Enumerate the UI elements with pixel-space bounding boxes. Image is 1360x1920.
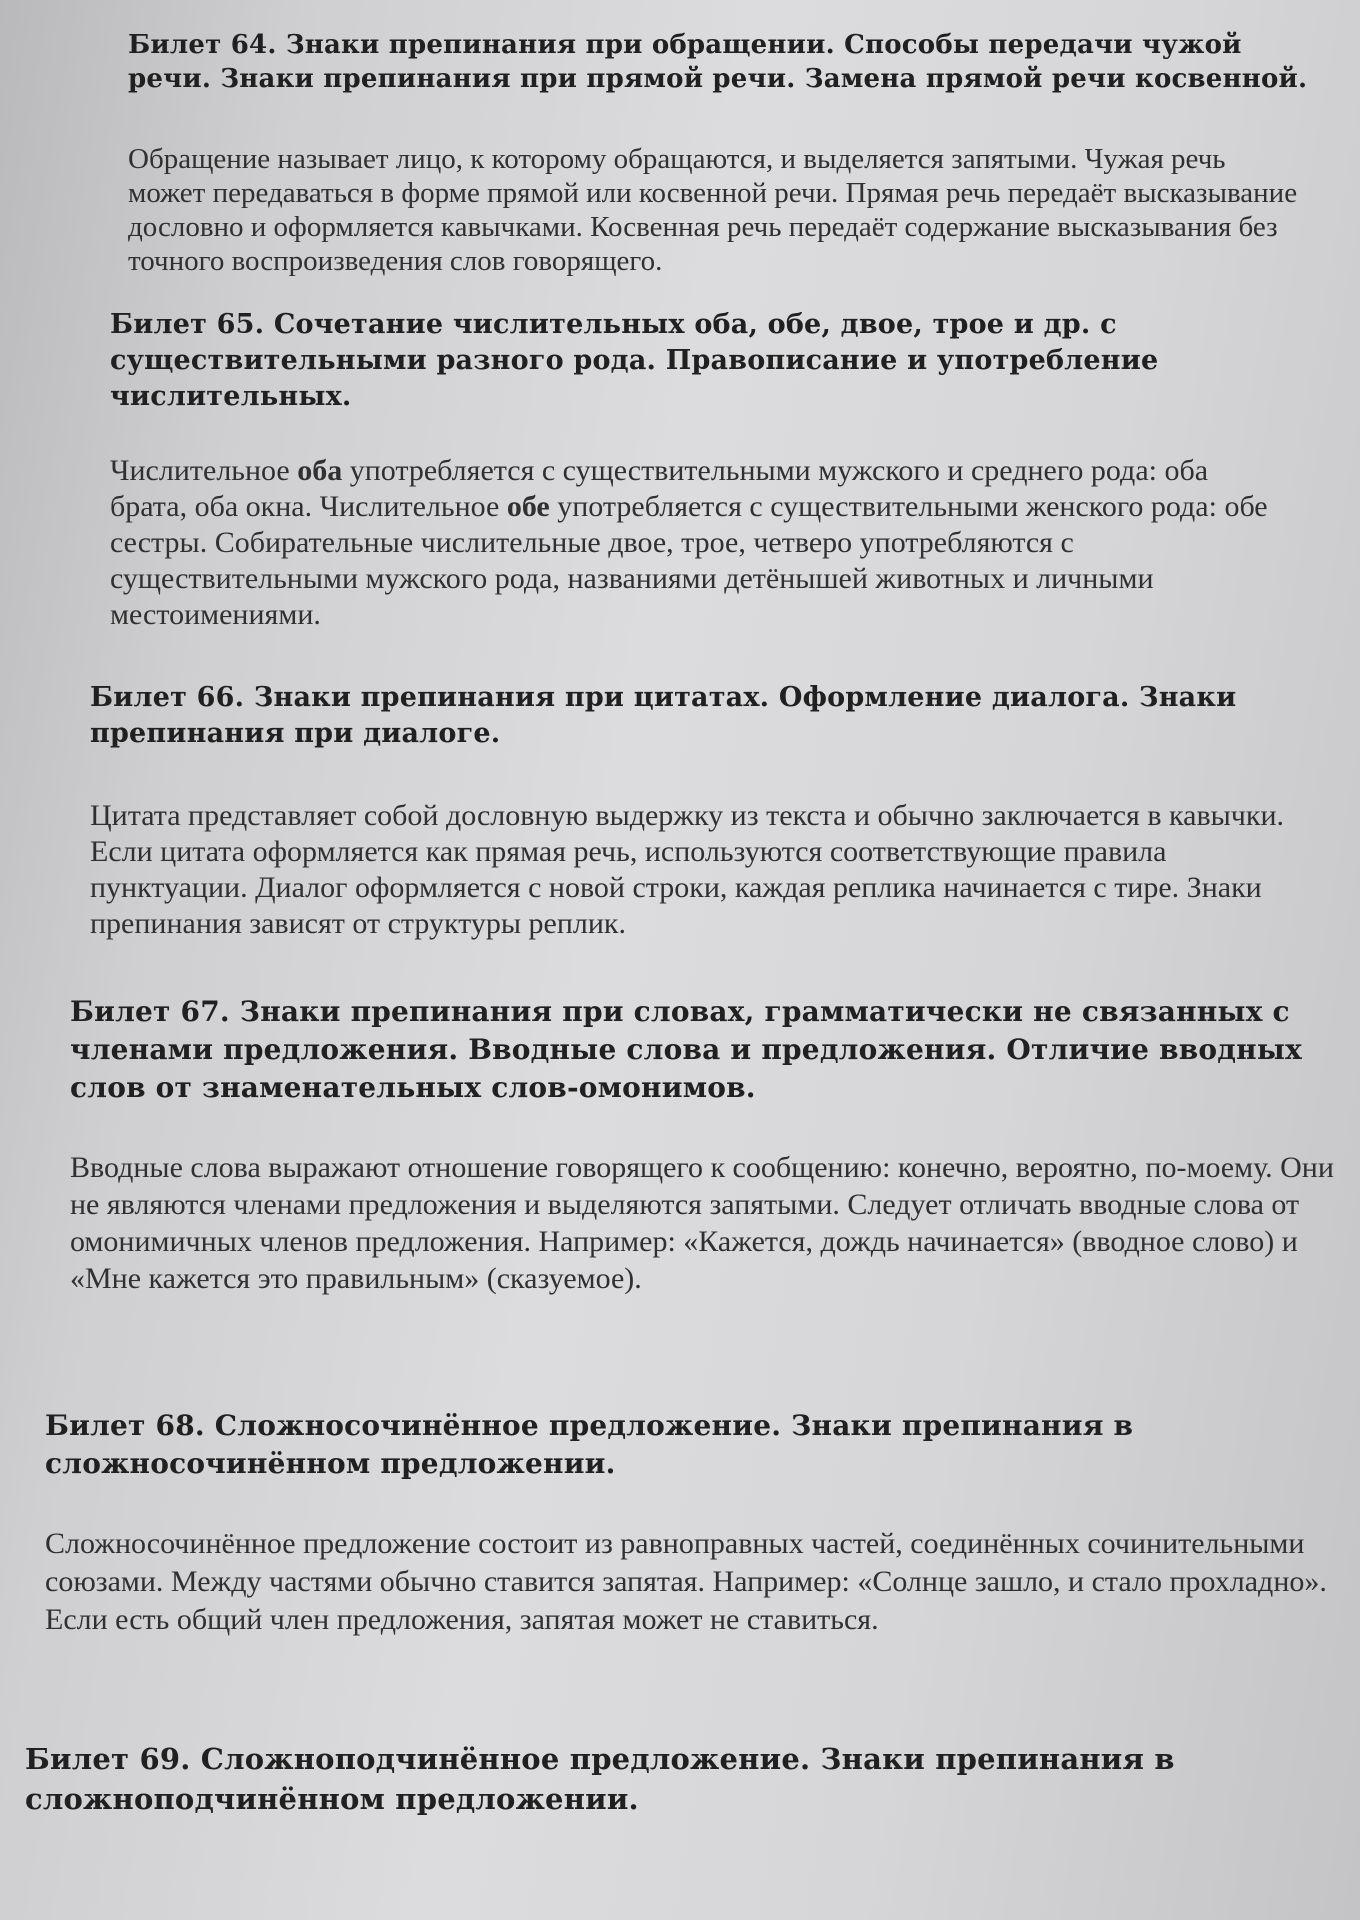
text-part: употребляется с существительными женского рода: обе сестры. Собирательные числительные двое, трое, четверо употребляются с существительными мужского рода, названиями детёнышей животных и личными местоимениями. — [110, 490, 1268, 631]
text-part: Числительное — [110, 454, 298, 487]
ticket-69 — [25, 1739, 1335, 1819]
ticket-64-text: Обращение называет лицо, к которому обращаются, и выделяется запятыми. Чужая речь может передаваться в форме прямой или косвенной речи. Прямая речь передаёт высказывание дословно и оформляется кавычками. Косвенная речь передаёт содержание высказывания без точного воспроизведения слов говорящего. — [128, 143, 1298, 277]
ticket-65-title: Билет 65. Сочетание числительных оба, обе, двое, трое и др. с существительными разного рода. Правописание и употребление числительных. — [110, 309, 1159, 412]
emphasis-oba: оба — [297, 454, 343, 487]
ticket-68-title: Билет 68. Сложносочинённое предложение. Знаки препинания в сложносочинённом предложении. — [45, 1409, 1134, 1480]
ticket-68-text: Сложносочинённое предложение состоит из равноправных частей, соединённых сочинительными союзами. Между частями обычно ставится запятая. Например: «Солнце зашло, и стало прохладно». Если есть общий член предложения, запятая может не ставиться. — [45, 1527, 1327, 1636]
ticket-64-title: Билет 64. Знаки препинания при обращении. Способы передачи чужой речи. Знаки препинания при прямой речи. Замена прямой речи косвенной. — [128, 30, 1308, 94]
ticket-67-title: Билет 67. Знаки препинания при словах, грамматически не связанных с членами предложения. Вводные слова и предложения. Отличие вводных слов от знаменательных слов-омонимов. — [70, 995, 1303, 1104]
ticket-66-text: Цитата представляет собой дословную выдержку из текста и обычно заключается в кавычки. Если цитата оформляется как прямая речь, используются соответствующие правила пунктуации. Диалог оформляется с новой строки, каждая реплика начинается с тире. Знаки препинания зависят от структуры реплик. — [90, 799, 1284, 940]
ticket-68 — [45, 1407, 1335, 1639]
ticket-66-title: Билет 66. Знаки препинания при цитатах. Оформление диалога. Знаки препинания при диалоге. — [90, 682, 1237, 749]
ticket-69-title: Билет 69. Сложноподчинённое предложение. Знаки препинания в сложноподчинённом предложении. — [25, 1742, 1175, 1816]
emphasis-obe: обе — [506, 490, 550, 523]
ticket-67 — [70, 993, 1340, 1297]
text-part: употребляется с существительными мужского и среднего рода: оба брата, оба окна. Числительное — [110, 454, 1209, 523]
ticket-65 — [110, 307, 1290, 633]
ticket-64 — [128, 28, 1308, 278]
ticket-67-text: Вводные слова выражают отношение говорящего к сообщению: конечно, вероятно, по-моему. Они не являются членами предложения и выделяются запятыми. Следует отличать вводные слова от омонимичных членов предложения. Например: «Кажется, дождь начинается» (вводное слово) и «Мне кажется это правильным» (сказуемое). — [70, 1151, 1334, 1295]
ticket-65-text — [110, 453, 1290, 633]
ticket-66 — [90, 680, 1330, 942]
